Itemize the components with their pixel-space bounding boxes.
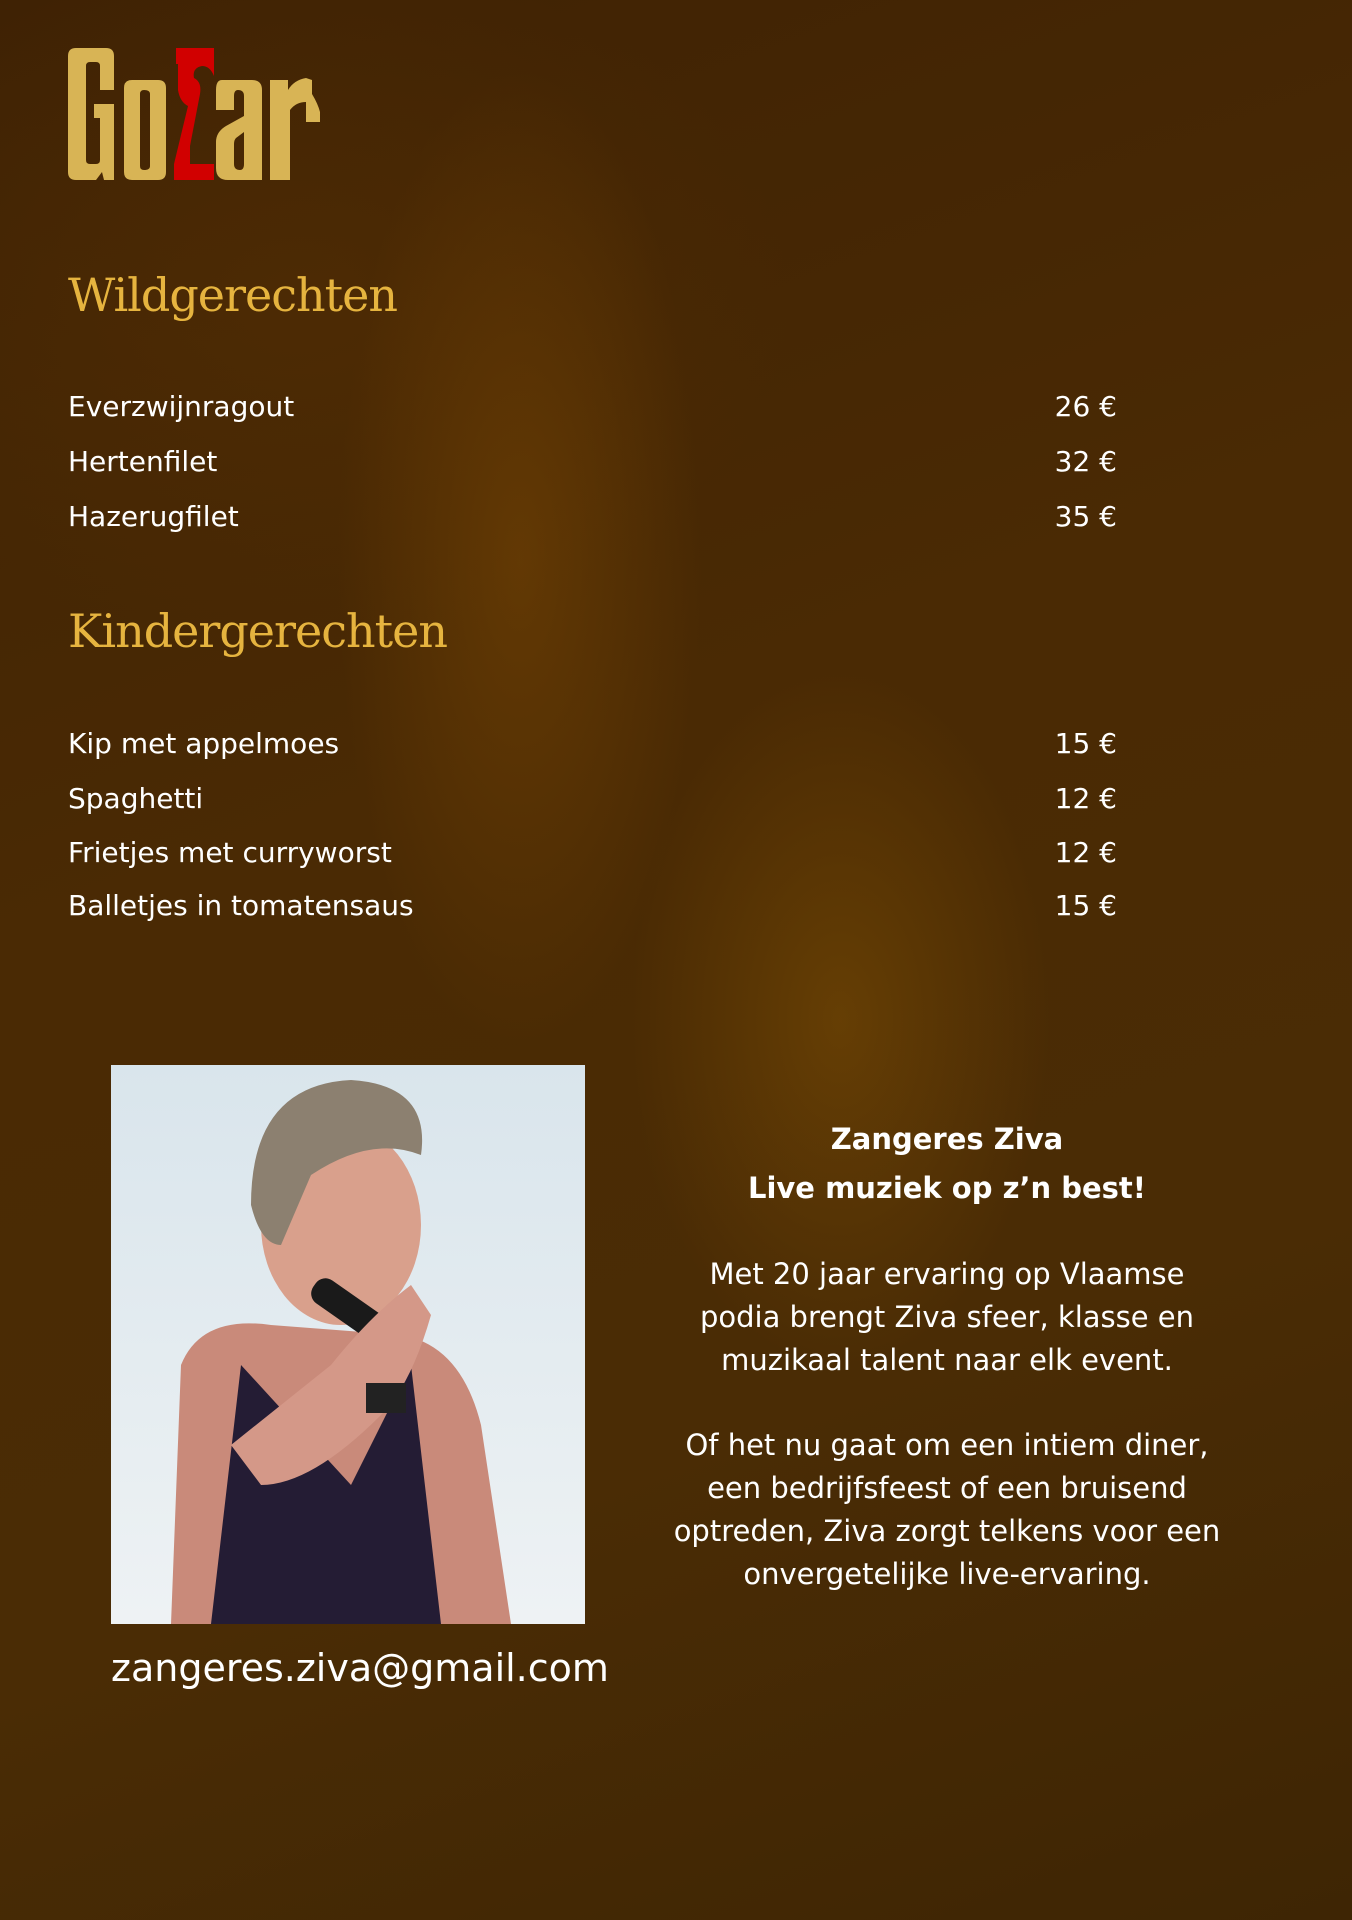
menu-item-name: Frietjes met curryworst xyxy=(68,836,392,869)
menu-item-name: Everzwijnragout xyxy=(68,390,295,423)
section-heading-kindergerechten: Kindergerechten xyxy=(68,604,447,658)
menu-item-price: 35 € xyxy=(1054,500,1117,533)
promo-paragraph-line: optreden, Ziva zorgt telkens voor een xyxy=(673,1514,1221,1548)
promo-paragraph-line: podia brengt Ziva sfeer, klasse en xyxy=(699,1300,1195,1334)
menu-item-price: 26 € xyxy=(1054,390,1117,423)
promo-paragraph-line: muzikaal talent naar elk event. xyxy=(721,1343,1173,1377)
gozar-logo xyxy=(66,46,322,184)
menu-item-name: Spaghetti xyxy=(68,782,204,815)
section-heading-wildgerechten: Wildgerechten xyxy=(68,268,397,322)
promo-title: Zangeres Ziva xyxy=(830,1122,1064,1156)
promo-paragraph-line: Met 20 jaar ervaring op Vlaamse xyxy=(709,1257,1185,1291)
menu-item-name: Hazerugfilet xyxy=(68,500,239,533)
promo-paragraph-line: een bedrijfsfeest of een bruisend xyxy=(707,1471,1187,1505)
menu-item-price: 15 € xyxy=(1054,889,1117,922)
menu-item-price: 15 € xyxy=(1054,727,1117,760)
menu-item-name: Balletjes in tomatensaus xyxy=(68,889,414,922)
menu-item-price: 32 € xyxy=(1054,445,1117,478)
singer-photo xyxy=(111,1065,585,1624)
promo-subtitle: Live muziek op z’n best! xyxy=(747,1171,1146,1205)
menu-item-name: Hertenfilet xyxy=(68,445,218,478)
promo-paragraph-line: Of het nu gaat om een intiem diner, xyxy=(685,1428,1209,1462)
menu-item-name: Kip met appelmoes xyxy=(68,727,340,760)
menu-item-price: 12 € xyxy=(1054,782,1117,815)
promo-paragraph-line: onvergetelijke live-ervaring. xyxy=(743,1557,1151,1591)
menu-item-price: 12 € xyxy=(1054,836,1117,869)
contact-email[interactable]: zangeres.ziva@gmail.com xyxy=(111,1646,609,1690)
